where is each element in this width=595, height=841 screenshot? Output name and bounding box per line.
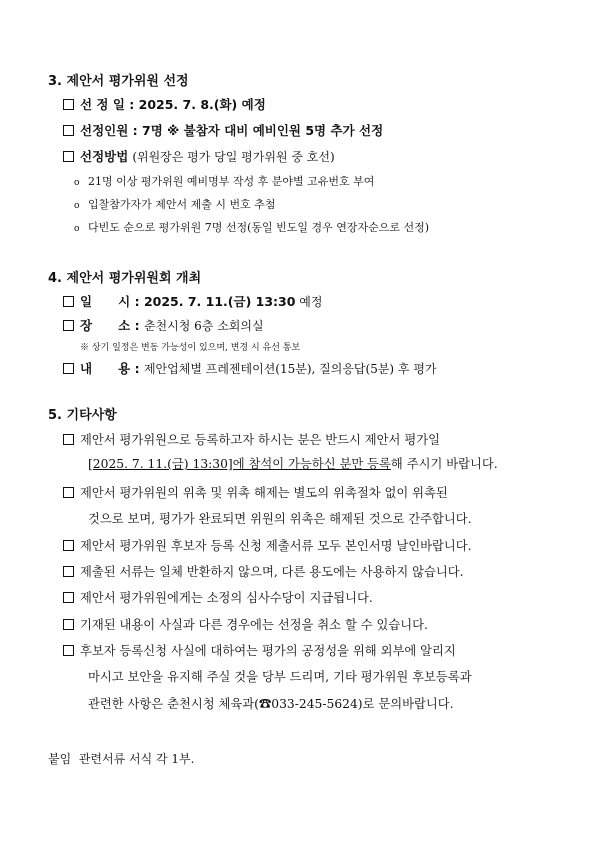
checkbox-icon <box>63 320 74 331</box>
list-item-continuation: 관련한 사항은 춘천시청 체육과(☎033-245-5624)로 문의바랍니다. <box>88 697 454 711</box>
list-item-continuation: 것으로 보며, 평가가 완료되면 위원의 위촉은 해제된 것으로 간주합니다. <box>88 512 472 526</box>
checkbox-icon <box>63 125 74 136</box>
deadline-emphasis: [2025. 7. 11.(금) 13:30]에 참석이 가능하신 분만 등록 <box>88 457 391 471</box>
checkbox-icon <box>63 619 74 630</box>
meeting-place-row <box>63 316 264 334</box>
bullet-icon: o <box>74 178 80 188</box>
checkbox-icon <box>63 540 74 551</box>
selection-count-text: 선정인원 : 7명 ※ 불참자 대비 예비인원 5명 추가 선정 <box>80 123 384 138</box>
checkbox-icon <box>63 363 74 374</box>
section-5-heading: 5. 기타사항 <box>48 408 117 423</box>
checkbox-icon <box>63 487 74 498</box>
selection-method-row <box>63 147 335 165</box>
checkbox-icon <box>63 434 74 445</box>
meeting-date-suffix: 예정 <box>295 294 323 309</box>
bullet-icon: o <box>74 201 80 211</box>
list-item-continuation: [2025. 7. 11.(금) 13:30]에 참석이 가능하신 분만 등록해 주시기 바랍니다. <box>88 457 498 471</box>
checkbox-icon <box>63 592 74 603</box>
meeting-date-row <box>63 292 322 310</box>
list-item: 기재된 내용이 사실과 다른 경우에는 선정을 취소 할 수 있습니다. <box>63 615 428 633</box>
list-item: 제안서 평가위원으로 등록하고자 하시는 분은 반드시 제안서 평가일 <box>63 430 440 448</box>
meeting-place-value: 춘천시청 6층 소회의실 <box>143 318 264 333</box>
list-item: o 입찰참가자가 제안서 제출 시 번호 추첨 <box>74 198 276 211</box>
selection-date-row <box>63 95 266 113</box>
list-item-continuation: 마시고 보안을 유지해 주실 것을 당부 드리며, 기타 평가위원 후보등록과 <box>88 670 472 684</box>
meeting-place-label: 장 소 : <box>80 318 144 333</box>
list-item: 제안서 평가위원 후보자 등록 신청 제출서류 모두 본인서명 날인바랍니다. <box>63 536 472 554</box>
section-4-heading: 4. 제안서 평가위원회 개최 <box>48 271 202 286</box>
list-item: o 21명 이상 평가위원 예비명부 작성 후 분야별 고유번호 부여 <box>74 175 375 188</box>
meeting-content-row <box>63 359 437 377</box>
checkbox-icon <box>63 99 74 110</box>
schedule-change-note: ※ 상기 일정은 변동 가능성이 있으며, 변경 시 유선 통보 <box>80 343 301 353</box>
selection-method-text: (위원장은 평가 당일 평가위원 중 호선) <box>132 149 335 164</box>
checkbox-icon <box>63 645 74 656</box>
section-3-heading: 3. 제안서 평가위원 선정 <box>48 74 189 89</box>
list-item: 제안서 평가위원에게는 소정의 심사수당이 지급됩니다. <box>63 588 373 606</box>
checkbox-icon <box>63 296 74 307</box>
selection-method-label: 선정방법 <box>80 149 129 164</box>
selection-date-text: 선 정 일 : 2025. 7. 8.(화) 예정 <box>80 97 266 112</box>
bullet-icon: o <box>74 224 80 234</box>
selection-count-row <box>63 121 383 139</box>
list-item: 제안서 평가위원의 위촉 및 위촉 해제는 별도의 위촉절차 없이 위촉된 <box>63 483 448 501</box>
meeting-content-label: 내 용 : <box>80 361 144 376</box>
checkbox-icon <box>63 151 74 162</box>
meeting-content-value: 제안업체별 프레젠테이션(15분), 질의응답(5분) 후 평가 <box>143 361 437 376</box>
checkbox-icon <box>63 566 74 577</box>
attachment-note: 붙임 관련서류 서식 각 1부. <box>48 752 195 766</box>
meeting-date-value: 2025. 7. 11.(금) 13:30 <box>143 294 296 309</box>
list-item: 후보자 등록신청 사실에 대하여는 평가의 공정성을 위해 외부에 알리지 <box>63 641 456 659</box>
meeting-date-label: 일 시 : <box>80 294 144 309</box>
list-item: 제출된 서류는 일체 반환하지 않으며, 다른 용도에는 사용하지 않습니다. <box>63 562 464 580</box>
list-item: o 다빈도 순으로 평가위원 7명 선정(동일 빈도일 경우 연장자순으로 선정) <box>74 221 430 234</box>
